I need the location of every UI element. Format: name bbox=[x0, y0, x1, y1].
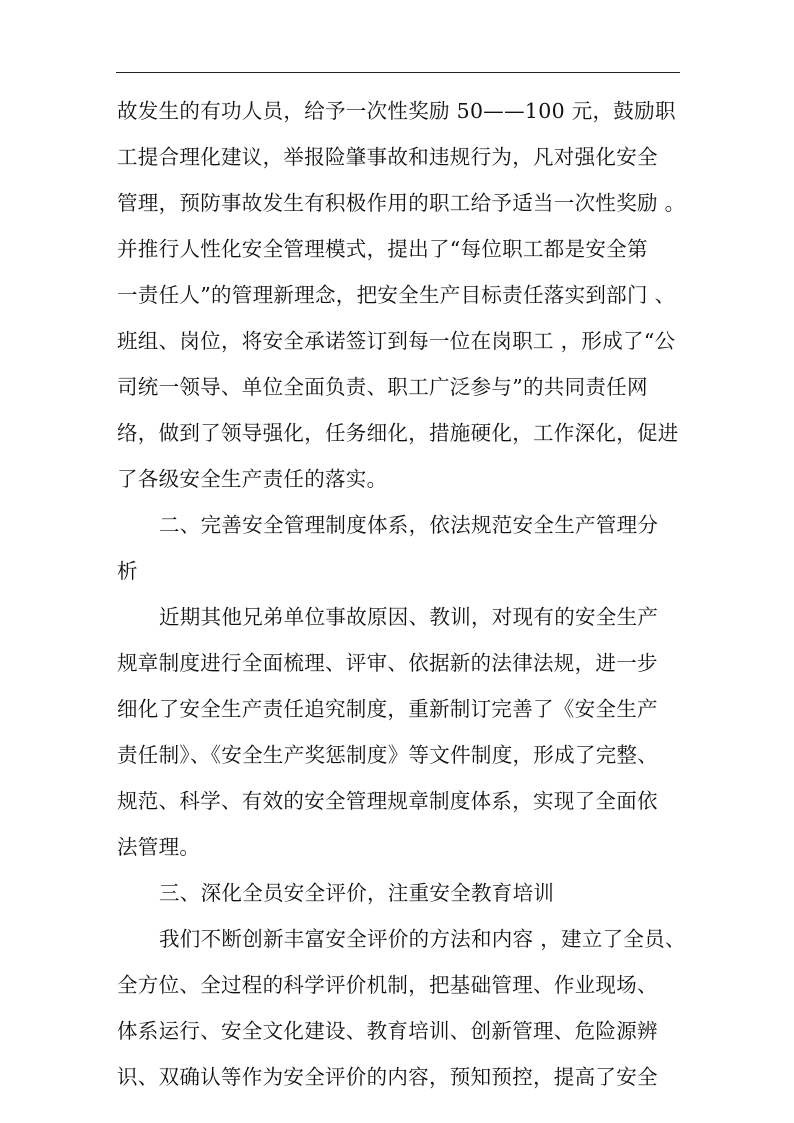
text-line: 法管理。 bbox=[117, 835, 201, 859]
text-line: 管理，预防事故发生有积极作用的职工给予适当一次性奖励 。 bbox=[117, 191, 686, 215]
text-line: 故发生的有功人员，给予一次性奖励 50——100 元，鼓励职 bbox=[117, 99, 676, 123]
text-line: 规章制度进行全面梳理、评审、依据新的法律法规，进一步 bbox=[117, 651, 658, 675]
text-line: 近期其他兄弟单位事故原因、教训，对现有的安全生产 bbox=[159, 605, 659, 629]
text-line: 责任制》、《安全生产奖惩制度》等文件制度，形成了完整、 bbox=[117, 743, 659, 767]
text-line: 细化了安全生产责任追究制度，重新制订完善了《安全生产 bbox=[117, 697, 658, 721]
text-line: 析 bbox=[117, 559, 138, 583]
text-line: 体系运行、安全文化建设、教育培训、创新管理、危险源辨 bbox=[117, 1019, 658, 1043]
text-line: 我们不断创新丰富安全评价的方法和内容 ，建立了全员、 bbox=[159, 927, 686, 951]
text-line: 二、完善安全管理制度体系，依法规范安全生产管理分 bbox=[159, 513, 659, 537]
text-line: 规范、科学、有效的安全管理规章制度体系，实现了全面依 bbox=[117, 789, 658, 813]
text-line: 班组、岗位，将安全承诺签订到每一位在岗职工 ，形成了“公 bbox=[117, 329, 676, 353]
text-line: 并推行人性化安全管理模式，提出了“每位职工都是安全第 bbox=[117, 237, 648, 261]
header-rule bbox=[116, 72, 680, 73]
text-line: 全方位、全过程的科学评价机制，把基础管理、作业现场、 bbox=[117, 973, 658, 997]
text-line: 一责任人”的管理新理念，把安全生产目标责任落实到部门 、 bbox=[117, 283, 676, 307]
text-line: 三、深化全员安全评价，注重安全教育培训 bbox=[159, 881, 555, 905]
text-line: 司统一领导、单位全面负责、职工广泛参与”的共同责任网 bbox=[117, 375, 648, 399]
text-line: 工提合理化建议，举报险肇事故和违规行为，凡对强化安全 bbox=[117, 145, 658, 169]
document-body bbox=[117, 88, 686, 1100]
text-line: 了各级安全生产责任的落实。 bbox=[117, 467, 388, 491]
text-line: 络，做到了领导强化，任务细化，措施硬化，工作深化，促进 bbox=[117, 421, 679, 445]
text-line: 识、双确认等作为安全评价的内容，预知预控，提高了安全 bbox=[117, 1065, 658, 1089]
